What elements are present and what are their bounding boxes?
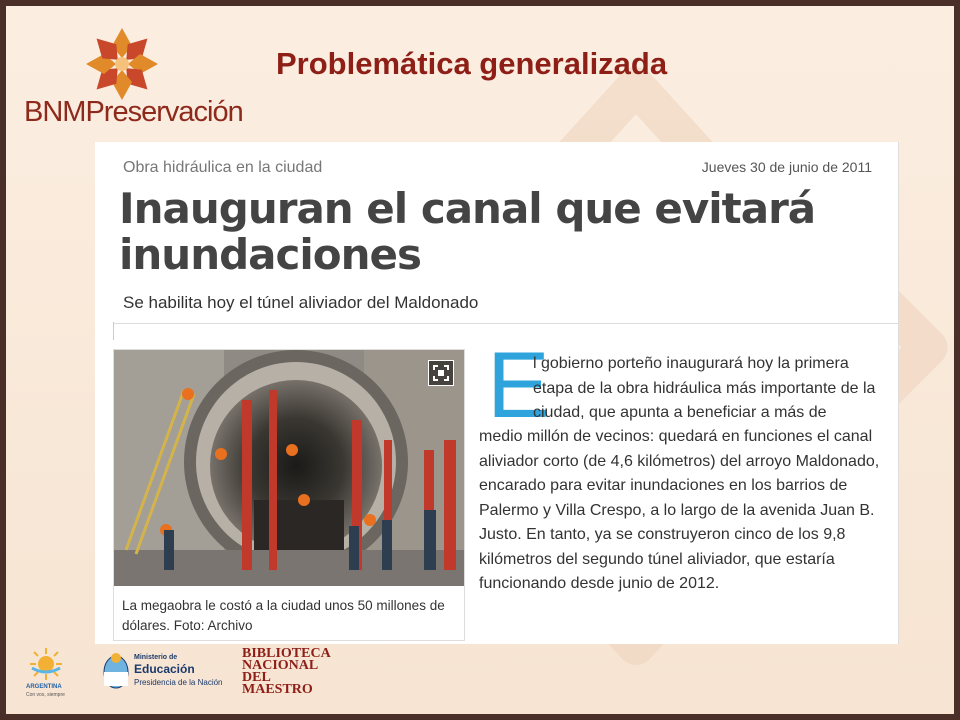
argentina-tagline: Con vos, siempre <box>26 692 65 698</box>
biblioteca-line3: DEL MAESTRO <box>242 670 313 697</box>
tunnel-photo[interactable] <box>114 350 464 586</box>
biblioteca-line2: NACIONAL <box>242 658 319 673</box>
slide <box>6 6 954 714</box>
article-photo-box <box>113 349 465 641</box>
expand-photo-button[interactable] <box>428 360 454 386</box>
divider <box>113 323 899 324</box>
flower-logo-icon <box>82 24 162 104</box>
article-body: medio millón de vecinos: quedará en funciones el canal aliviador corto (de 4,6 kilómetros) del arroyo Maldonado, encarado para evitar inundaciones en los barrios de Palermo y Villa Crespo, a lo largo de la avenida Juan B. Justo. En tanto, ya se construyeron cinco de los 9,8 kilómetros del segundo túnel aliviador, que estaría funcionando desde junio de 2012. <box>479 428 880 592</box>
bnm-preservacion-logo <box>24 24 243 134</box>
divider <box>898 142 899 644</box>
ministerio-line3: Presidencia de la Nación <box>134 678 223 687</box>
article-headline: Inauguran el canal que evitará inundaciones <box>119 184 816 279</box>
footer-logos <box>26 642 346 702</box>
article-body-intro: l gobierno porteño inaugurará hoy la primera etapa de la obra hidráulica más importante de la ciudad, que apunta a beneficiar a más de <box>533 355 876 421</box>
divider <box>113 322 114 340</box>
argentina-name: ARGENTINA <box>26 684 62 690</box>
expand-icon <box>429 361 453 385</box>
article-date: Jueves 30 de junio de 2011 <box>701 159 872 175</box>
national-seal-icon <box>102 650 130 690</box>
brand-name: BNMPreservación <box>24 96 243 128</box>
ministerio-educacion-logo <box>102 650 252 694</box>
article-kicker: Obra hidráulica en la ciudad <box>123 159 323 176</box>
biblioteca-line1: BIBLIOTECA <box>242 646 331 661</box>
sun-icon <box>26 646 66 682</box>
ministerio-line2: Educación <box>134 662 195 676</box>
tunnel-image <box>114 350 464 586</box>
article-subhead: Se habilita hoy el túnel aliviador del Maldonado <box>123 293 479 312</box>
news-clipping <box>95 142 899 644</box>
argentina-logo <box>26 646 82 700</box>
ministerio-line1: Ministerio de <box>134 654 178 661</box>
article-dropcap: E <box>487 332 550 437</box>
photo-caption: La megaobra le costó a la ciudad unos 50 millones de dólares. Foto: Archivo <box>122 598 445 633</box>
biblioteca-nacional-maestro-logo <box>242 646 331 697</box>
slide-title: Problemática generalizada <box>276 46 668 81</box>
